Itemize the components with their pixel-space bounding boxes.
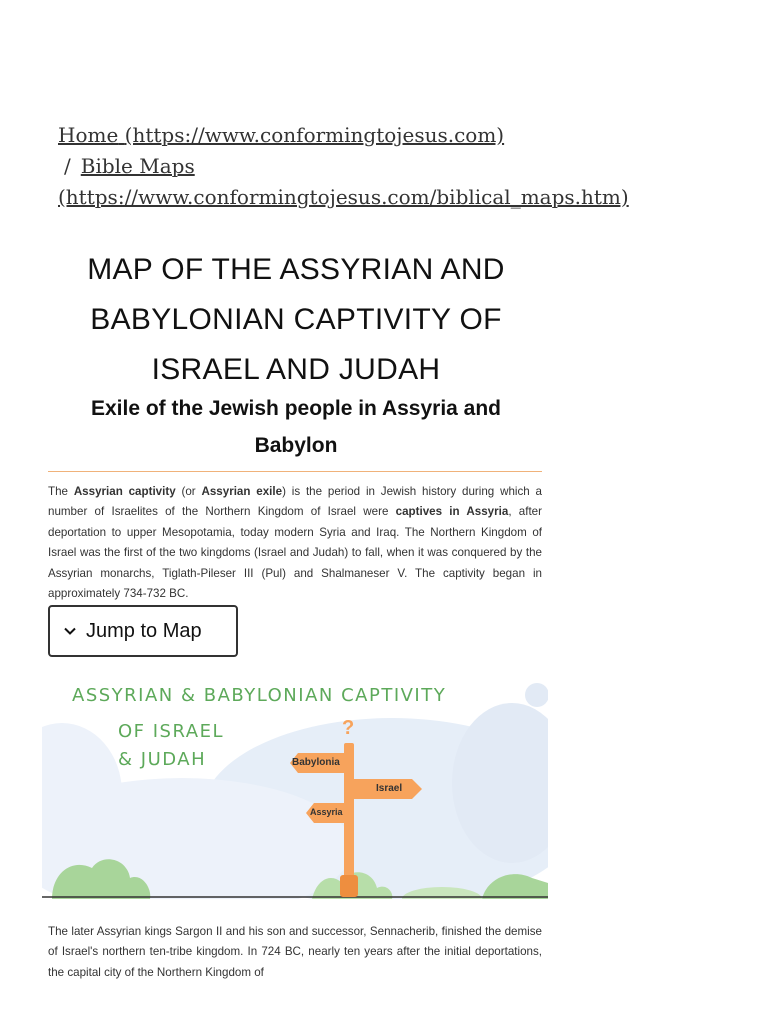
page-subtitle: Exile of the Jewish people in Assyria and Babylon bbox=[90, 397, 501, 457]
breadcrumb-home-link[interactable] bbox=[58, 123, 504, 147]
intro-bold-3: captives in Assyria bbox=[395, 505, 509, 519]
sign-israel: Israel bbox=[376, 783, 403, 794]
home-label: Home bbox=[58, 123, 119, 147]
breadcrumb-bible-maps-link[interactable] bbox=[58, 154, 629, 209]
bible-maps-label: Bible Maps bbox=[80, 154, 195, 178]
second-paragraph: The later Assyrian kings Sargon II and his son and successor, Sennacherib, finished the demise of Israel's northern ten-tribe kingdom. In 724 BC, nearly ten years after the initial deportations, the capital city of the Northern Kingdom of bbox=[48, 925, 542, 979]
map-title-line-2: OF ISRAEL bbox=[118, 721, 224, 742]
intro-bold-2: Assyrian exile bbox=[201, 485, 283, 498]
breadcrumb-separator: / bbox=[64, 154, 71, 178]
captivity-map-image[interactable] bbox=[42, 673, 548, 899]
intro-text-3: ) is the period in Jewish history during which a number of Israelites of the Northern Kingdom of Israel were bbox=[48, 485, 542, 519]
bible-maps-url-text: (https://www.conformingtojesus.com/biblical_maps.htm) bbox=[58, 185, 629, 209]
map-title-line-1: ASSYRIAN & BABYLONIAN CAPTIVITY bbox=[72, 685, 447, 706]
sign-assyria: Assyria bbox=[310, 807, 343, 817]
home-url-text: (https://www.conformingtojesus.com) bbox=[124, 123, 505, 147]
jump-to-map-label: Jump to Map bbox=[86, 619, 202, 642]
map-illustration bbox=[42, 673, 548, 899]
intro-paragraph bbox=[48, 482, 542, 604]
intro-bold-1: Assyrian captivity bbox=[73, 485, 176, 498]
section-divider bbox=[48, 471, 542, 472]
sign-babylonia: Babylonia bbox=[292, 757, 340, 768]
chevron-down-icon bbox=[62, 623, 78, 639]
intro-text-1: The bbox=[48, 485, 74, 498]
map-title-line-3: & JUDAH bbox=[118, 749, 207, 770]
intro-text-2: (or bbox=[175, 485, 202, 498]
question-mark-icon: ? bbox=[342, 717, 355, 739]
breadcrumb bbox=[58, 120, 658, 213]
page-title: MAP OF THE ASSYRIAN AND BABYLONIAN CAPTIVITY OF ISRAEL AND JUDAH bbox=[87, 253, 505, 386]
jump-to-map-button[interactable] bbox=[48, 605, 238, 657]
intro-text-4: , after deportation to upper Mesopotamia, today modern Syria and Iraq. The Northern Kingdom of Israel was the first of the two kingdoms (Israel and Judah) to fall, when it was conquered by the Assyrian monarchs, Tiglath-Pileser III (Pul) and Shalmaneser V. The captivity began in approximately 734-732 BC. bbox=[48, 505, 542, 601]
